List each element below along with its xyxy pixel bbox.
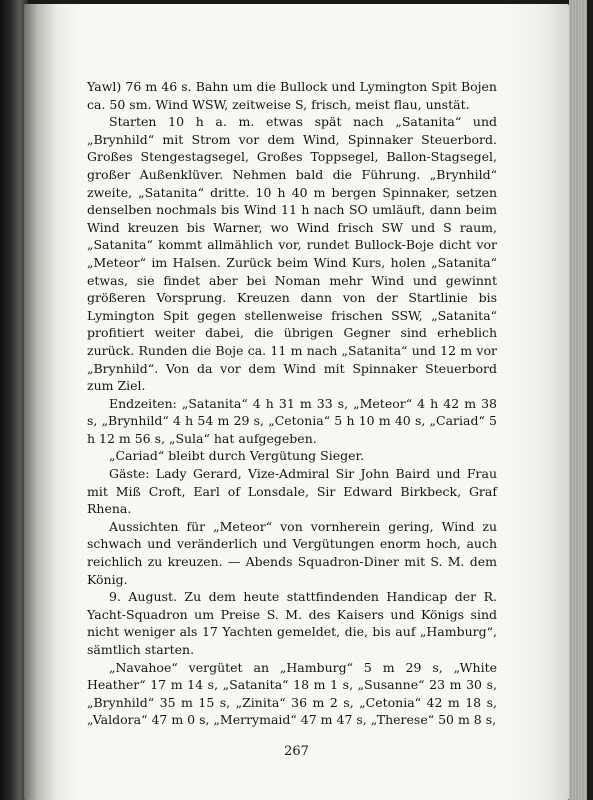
paragraph: Starten 10 h a. m. etwas spät nach „Satanita“ und „Brynhild“ mit Strom vor dem Wind, Spinnaker Steuerbord. Großes Stengestagsegel, Großes Toppsegel, Ballon-Stagsegel, großer Außenklüver. Nehmen bald die Führung. „Brynhild“ zweite, „Satanita“ dritte. 10 h 40 m bergen Spinnaker, setzen denselben nochmals bis Wind 11 h nach SO umläuft, dann beim Wind kreuzen bis Warner, wo Wind frisch SW und S raum, „Satanita“ kommt allmählich vor, rundet Bullock-Boje dicht vor „Meteor“ im Halsen. Zurück beim Wind Kurs, holen „Satanita“ etwas, sie findet aber bei Noman mehr Wind und gewinnt größeren Vorsprung. Kreuzen dann von der Startlinie bis Lymington Spit gegen stellenweise frischen SSW, „Satanita“ profitiert weiter dabei, die übrigen Gegner sind erheblich zurück. Runden die Boje ca. 11 m nach „Satanita“ und 12 m vor „Brynhild“. Von da vor dem Wind mit Spinnaker Steuerbord zum Ziel.: [87, 114, 497, 394]
paragraph: Yawl) 76 m 46 s. Bahn um die Bullock und Lymington Spit Bojen ca. 50 sm. Wind WSW, zeitweise S, frisch, meist flau, unstät.: [87, 79, 497, 112]
paragraph: Aussichten für „Meteor“ von vornherein gering, Wind zu schwach und veränderlich und Vergütungen enorm hoch, auch reichlich zu kreuzen. — Abends Squadron-Diner mit S. M. dem König.: [87, 518, 497, 587]
page-number: 267: [284, 744, 309, 759]
paragraph: Endzeiten: „Satanita“ 4 h 31 m 33 s, „Meteor“ 4 h 42 m 38 s, „Brynhild“ 4 h 54 m 29 s, „Cetonia“ 5 h 10 m 40 s, „Cariad“ 5 h 12 m 56 s, „Sula“ hat aufgegeben.: [87, 395, 497, 446]
paragraph: „Cariad“ bleibt durch Vergütung Sieger.: [109, 448, 365, 464]
text-block: [87, 78, 497, 729]
paragraph: „Navahoe“ vergütet an „Hamburg“ 5 m 29 s, „White Heather“ 17 m 14 s, „Satanita“ 18 m 1 s, „Susanne“ 23 m 30 s, „Brynhild“ 35 m 15 s, „Zinita“ 36 m 2 s, „Cetonia“ 42 m 18 s, „Valdora“ 47 m 0 s, „Merrymaid“ 47 m 47 s, „Therese“ 50 m 8 s,: [87, 659, 497, 728]
page-stack-edge: [569, 0, 593, 800]
paragraph: Gäste: Lady Gerard, Vize-Admiral Sir John Baird und Frau mit Miß Croft, Earl of Lonsdale, Sir Edward Birkbeck, Graf Rhena.: [87, 466, 497, 517]
paragraph: 9. August. Zu dem heute stattfindenden Handicap der R. Yacht-Squadron um Preise S. M. des Kaisers und Königs sind nicht weniger als 17 Yachten gemeldet, die, bis auf „Hamburg“, sämtlich starten.: [87, 589, 497, 657]
book-page: [24, 4, 569, 800]
